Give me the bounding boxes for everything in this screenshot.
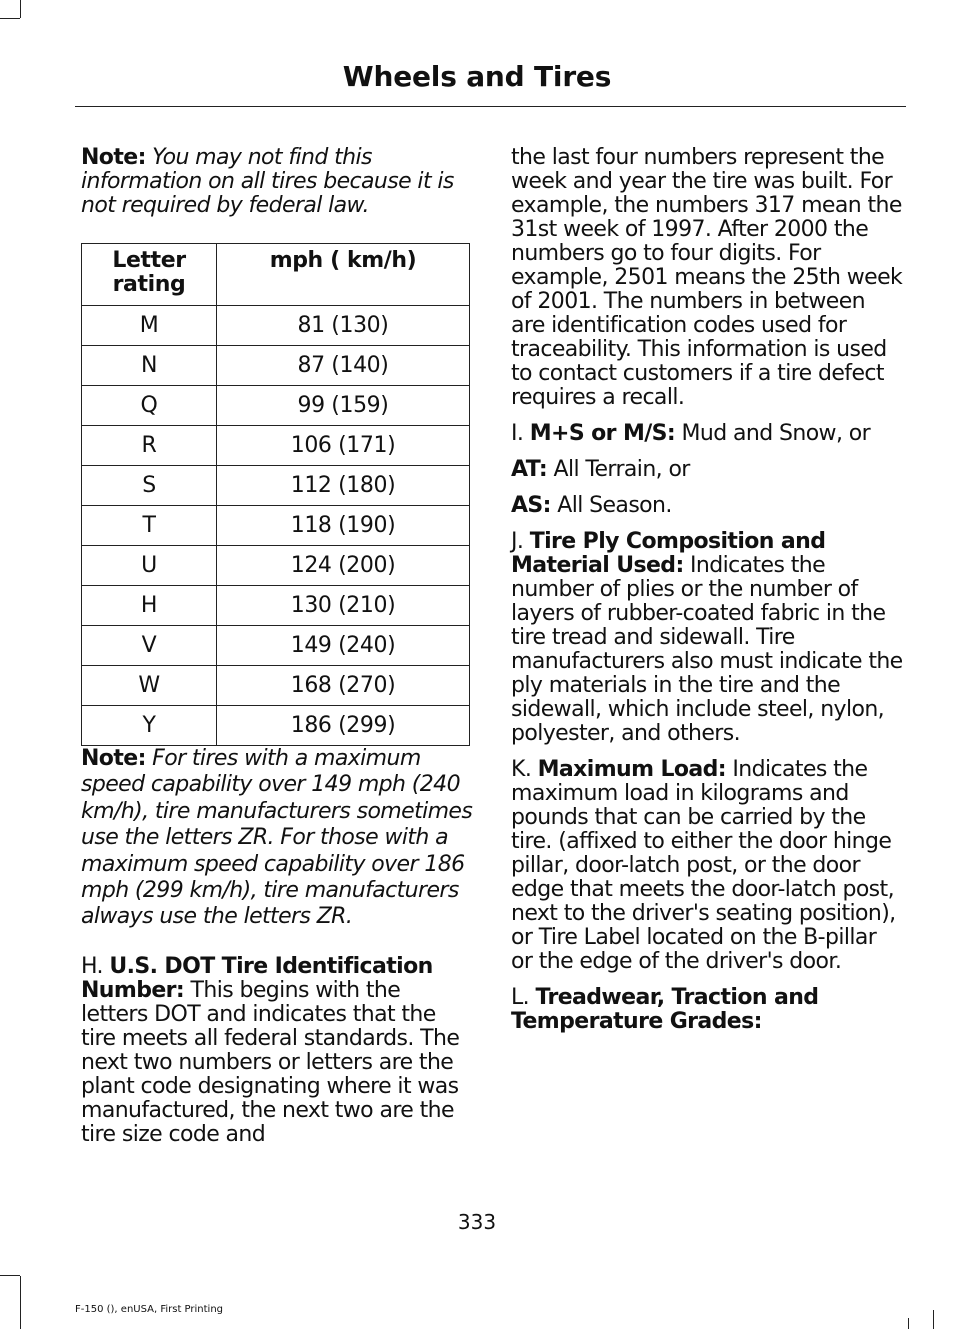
speed-cell: 106 (171) [217,426,470,466]
letter-cell: N [82,346,217,386]
note-bottom [81,746,473,931]
section-text: This begins with the letters DOT and indicates that the tire meets all federal standards. The next two numbers or letters are the plant code designating where it was manufactured, the next two are the tire size code and [81,977,460,1147]
note-text: You may not find this information on all tires because it is not required by federal law. [81,145,454,218]
section-heading: Maximum Load: [537,757,726,782]
section-heading: Tire Ply Composition and Material Used: [511,529,826,578]
table-row [82,626,470,666]
speed-cell: 186 (299) [217,706,470,746]
section-at [511,458,903,482]
section-heading: Treadwear, Traction and Temperature Grades: [511,985,819,1034]
section-j [511,530,903,746]
title-divider [75,106,906,107]
speed-cell: 99 (159) [217,386,470,426]
speed-cell: 81 (130) [217,306,470,346]
footer-text: F-150 (), enUSA, First Printing [75,1304,224,1315]
section-heading: U.S. DOT Tire Identification Number: [81,953,433,1003]
table-row [82,386,470,426]
speed-cell: 149 (240) [217,626,470,666]
letter-cell: T [82,506,217,546]
section-text: Indicates the number of plies or the number of layers of rubber-coated fabric in the tire tread and sidewall. Tire manufacturers also must indicate the ply materials in the tire and the sidewall, which include steel, nylon, polyester, and others. [511,553,903,746]
section-heading: AT: [511,457,548,482]
letter-cell: V [82,626,217,666]
speed-rating-table [81,243,470,746]
speed-cell: 124 (200) [217,546,470,586]
speed-cell: 118 (190) [217,506,470,546]
section-h [81,955,473,1147]
section-heading: AS: [511,493,551,518]
table-row [82,706,470,746]
page-number: 333 [457,1210,497,1234]
note-top [81,146,473,218]
table-row [82,426,470,466]
header-mph: mph ( km/h) [217,244,470,306]
table-row [82,666,470,706]
letter-cell: Q [82,386,217,426]
note-label: Note: [81,145,146,170]
section-i [511,422,903,446]
section-text: Mud and Snow, or [675,421,871,446]
page-title: Wheels and Tires [342,60,612,93]
section-prefix: K. [511,757,538,782]
left-column [81,146,473,1147]
note-label: Note: [81,746,146,771]
section-text: All Season. [550,493,672,518]
section-k [511,758,903,974]
letter-cell: H [82,586,217,626]
table-header-row [82,244,470,306]
table-row [82,546,470,586]
speed-cell: 168 (270) [217,666,470,706]
crop-mark [0,1275,20,1276]
table-row [82,306,470,346]
speed-cell: 112 (180) [217,466,470,506]
section-heading: M+S or M/S: [529,421,676,446]
crop-mark [20,1276,21,1329]
letter-cell: R [82,426,217,466]
note-text: For tires with a maximum speed capability over 149 mph (240 km/h), tire manufacturers sometimes use the letters ZR. For those with a maximum speed capability over 186 mph (299 km/h), tire manufacturers always use the letters ZR. [81,746,473,930]
crop-mark [933,1310,934,1329]
letter-cell: U [82,546,217,586]
section-prefix: L. [511,985,536,1010]
speed-cell: 130 (210) [217,586,470,626]
table-row [82,466,470,506]
section-text: Indicates the maximum load in kilograms and pounds that can be carried by the tire. (affixed to either the door hinge pillar, door-latch post, or the door edge that meets the door-latch post, next to the driver's seating position), or Tire Label located on the B-pillar or the edge of the driver's door. [511,757,896,974]
table-row [82,506,470,546]
crop-mark [0,18,20,19]
section-text: All Terrain, or [547,457,690,482]
crop-mark [20,0,21,18]
letter-cell: S [82,466,217,506]
letter-cell: W [82,666,217,706]
continuation-text: the last four numbers represent the week and year the tire was built. For example, the numbers 317 mean the 31st week of 1997. After 2000 the numbers go to four digits. For example, 2501 means the 25th week of 2001. The numbers in between are identification codes used for traceability. This information is used to contact customers if a tire defect requires a recall. [511,145,903,410]
section-prefix: H. [81,953,110,979]
letter-cell: M [82,306,217,346]
letter-cell: Y [82,706,217,746]
header-letter-rating: Letter rating [82,244,217,306]
right-column [511,146,903,1034]
table-row [82,346,470,386]
crop-mark [908,1318,909,1329]
section-as [511,494,903,518]
section-l [511,986,903,1034]
speed-cell: 87 (140) [217,346,470,386]
table-row [82,586,470,626]
section-prefix: I. [511,421,530,446]
section-prefix: J. [511,529,530,554]
